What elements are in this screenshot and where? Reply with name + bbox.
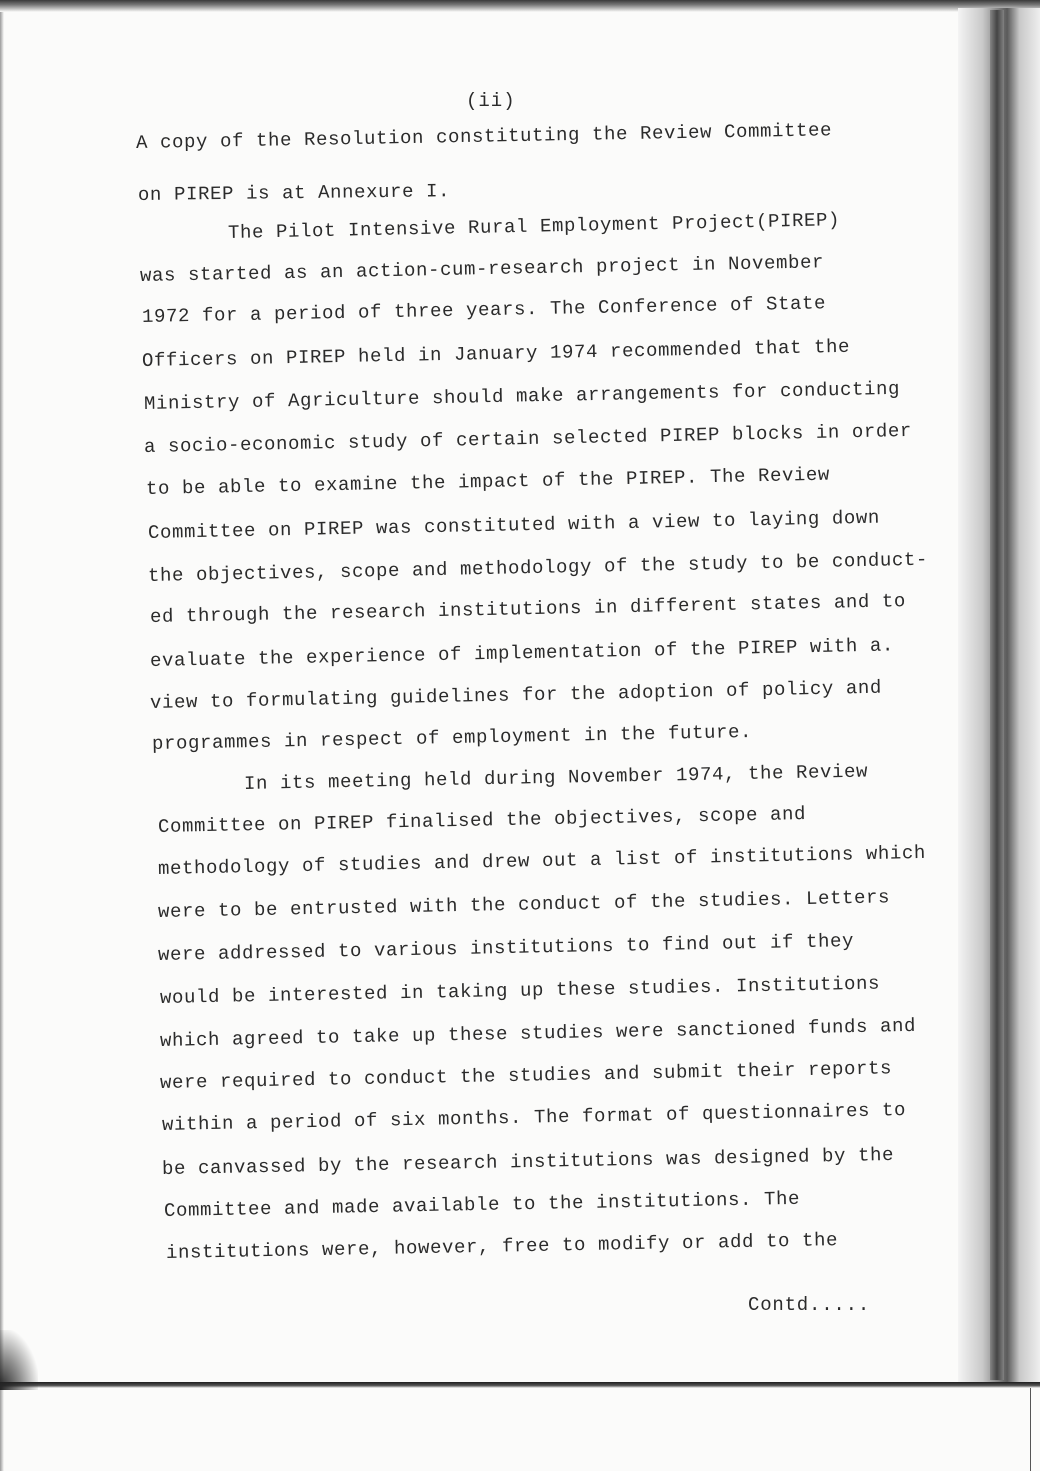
text-line: which agreed to take up these studies were sanctioned funds and	[159, 1014, 917, 1052]
text-line: were addressed to various institutions to find out if they	[157, 930, 855, 966]
text-line: Ministry of Agriculture should make arrangements for conducting	[143, 377, 901, 415]
text-line: Officers on PIREP held in January 1974 recommended that the	[141, 335, 851, 372]
text-line: view to formulating guidelines for the adoption of policy and	[149, 676, 883, 714]
text-line: to be able to examine the impact of the PIREP. The Review	[145, 463, 831, 500]
text-line: The Pilot Intensive Rural Employment Project(PIREP)	[227, 209, 841, 244]
text-line: Committee on PIREP was constituted with a view to laying down	[147, 506, 881, 544]
text-line: were required to conduct the studies and submit their reports	[159, 1057, 893, 1094]
text-line: a socio-economic study of certain selected PIREP blocks in order	[143, 419, 913, 458]
text-line: methodology of studies and drew out a list of institutions which	[157, 841, 927, 880]
text-line: the objectives, scope and methodology of the study to be conduct-	[147, 548, 929, 587]
text-line: programmes in respect of employment in the future.	[151, 720, 753, 755]
text-line: be canvassed by the research institutions was designed by the	[161, 1143, 895, 1180]
text-line: was started as an action-cum-research project in November	[139, 251, 825, 287]
text-line: were to be entrusted with the conduct of the studies. Letters	[157, 886, 891, 923]
text-line: A copy of the Resolution constituting the Review Committee	[135, 119, 833, 154]
text-line: ed through the research institutions in different states and to	[149, 590, 907, 628]
text-line: institutions were, however, free to modify or add to the	[165, 1229, 839, 1264]
text-line: In its meeting held during November 1974, the Review	[243, 760, 869, 795]
text-line: Committee and made available to the institutions. The	[163, 1187, 801, 1222]
text-line: evaluate the experience of implementation of the PIREP with a.	[149, 634, 895, 672]
text-line: would be interested in taking up these studies. Institutions	[159, 972, 881, 1009]
continued-marker: Contd.....	[748, 1294, 871, 1316]
text-line: on PIREP is at Annexure I.	[137, 180, 451, 206]
text-line: Committee on PIREP finalised the objectives, scope and	[157, 802, 807, 838]
page-number: (ii)	[466, 90, 516, 112]
text-line: 1972 for a period of three years. The Conference of State	[141, 292, 827, 328]
text-line: within a period of six months. The format of questionnaires to	[161, 1099, 907, 1136]
